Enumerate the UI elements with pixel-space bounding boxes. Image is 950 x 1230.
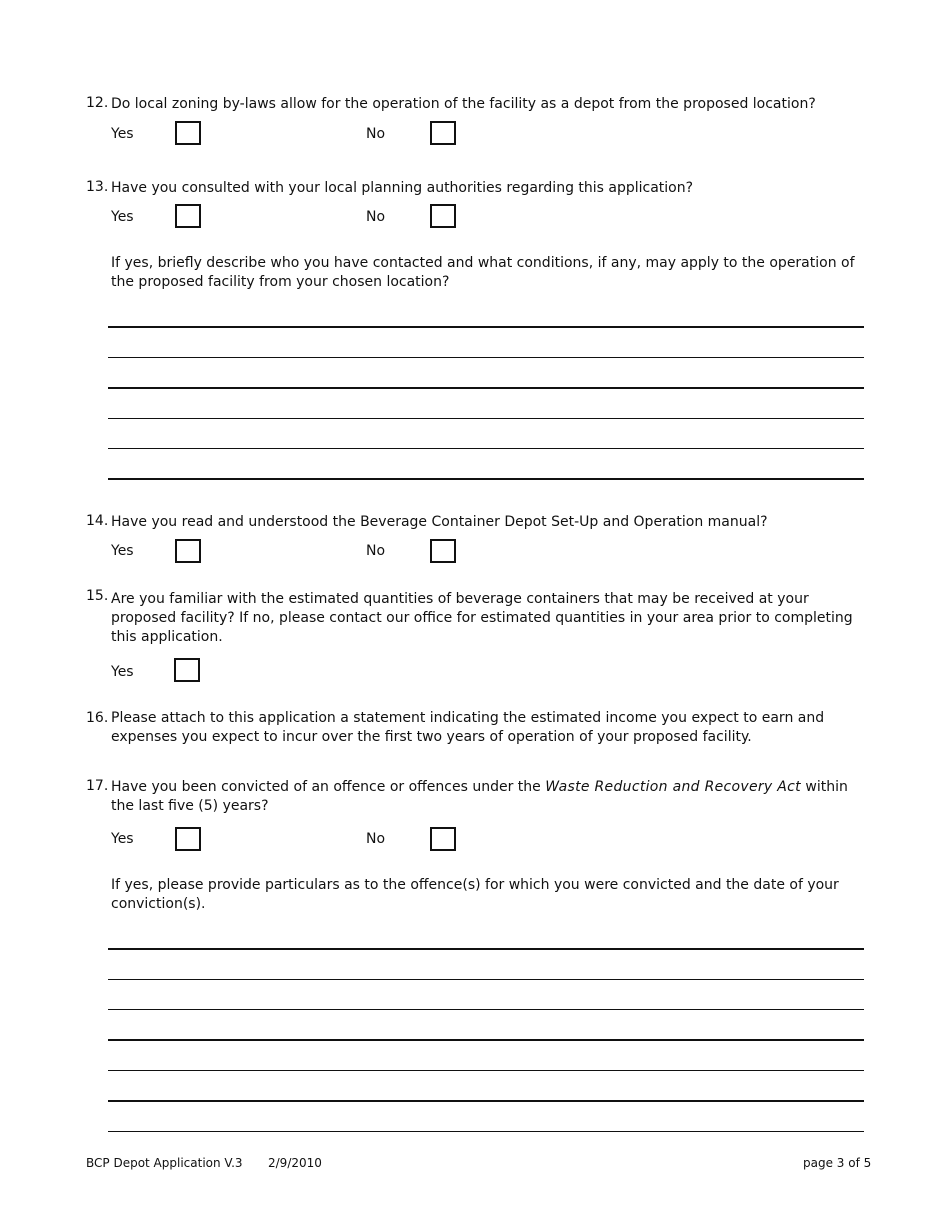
q13-answer-line-3[interactable] xyxy=(108,387,864,389)
q13-no-label: No xyxy=(366,209,386,225)
q17-text-after: within the last five (5) years? xyxy=(111,779,848,814)
footer-doc-name: BCP Depot Application V.3 xyxy=(86,1156,243,1170)
q17-answer-line-6[interactable] xyxy=(108,1100,864,1102)
q15-number: 15. xyxy=(86,588,109,604)
footer-date: 2/9/2010 xyxy=(268,1156,322,1170)
q12-yes-label: Yes xyxy=(111,126,134,142)
q17-yes-checkbox[interactable] xyxy=(175,827,201,851)
q14-no-checkbox[interactable] xyxy=(430,539,456,563)
q15-text: Are you familiar with the estimated quantities of beverage containers that may be received at your proposed facility? If no, please contact our office for estimated quantities in your area prior to completing this application. xyxy=(111,591,853,645)
q16-number: 16. xyxy=(86,710,109,726)
q14-yes-label: Yes xyxy=(111,543,134,559)
q14-no-label: No xyxy=(366,543,386,559)
q17-number: 17. xyxy=(86,778,109,794)
q12-yes-checkbox[interactable] xyxy=(175,121,201,145)
q17-answer-line-5[interactable] xyxy=(108,1070,864,1071)
q17-answer-line-1[interactable] xyxy=(108,948,864,950)
q13-followup-text: If yes, briefly describe who you have contacted and what conditions, if any, may apply to the operation of the proposed facility from your chosen location? xyxy=(111,255,855,290)
q12-text: Do local zoning by-laws allow for the operation of the facility as a depot from the proposed location? xyxy=(111,96,816,112)
q17-answer-line-2[interactable] xyxy=(108,979,864,980)
q13-answer-line-2[interactable] xyxy=(108,357,864,358)
q17-act-title: Waste Reduction and Recovery Act xyxy=(545,779,801,795)
q12-no-label: No xyxy=(366,126,386,142)
q13-yes-checkbox[interactable] xyxy=(175,204,201,228)
q14-number: 14. xyxy=(86,513,109,529)
q12-number: 12. xyxy=(86,95,109,111)
q17-answer-line-7[interactable] xyxy=(108,1131,864,1132)
q17-text xyxy=(111,778,861,816)
q13-answer-line-1[interactable] xyxy=(108,326,864,328)
q13-text: Have you consulted with your local planning authorities regarding this application? xyxy=(111,180,694,196)
q17-answer-line-3[interactable] xyxy=(108,1009,864,1010)
q16-text: Please attach to this application a statement indicating the estimated income you expect to earn and expenses you expect to incur over the first two years of operation of your proposed facility. xyxy=(111,710,825,745)
q12-no-checkbox[interactable] xyxy=(430,121,456,145)
q17-text-before: Have you been convicted of an offence or offences under the xyxy=(111,779,546,795)
q14-text: Have you read and understood the Beverage Container Depot Set-Up and Operation manual? xyxy=(111,514,768,530)
q17-yes-label: Yes xyxy=(111,831,134,847)
q13-answer-line-6[interactable] xyxy=(108,478,864,480)
q13-answer-line-5[interactable] xyxy=(108,448,864,449)
q17-followup-text: If yes, please provide particulars as to the offence(s) for which you were convicted and the date of your conviction(s). xyxy=(111,877,839,912)
q15-yes-label: Yes xyxy=(111,664,134,680)
q13-number: 13. xyxy=(86,179,109,195)
q14-yes-checkbox[interactable] xyxy=(175,539,201,563)
q13-yes-label: Yes xyxy=(111,209,134,225)
q15-yes-checkbox[interactable] xyxy=(174,658,200,682)
footer-page-number: page 3 of 5 xyxy=(803,1156,872,1170)
q17-no-checkbox[interactable] xyxy=(430,827,456,851)
q13-no-checkbox[interactable] xyxy=(430,204,456,228)
q17-no-label: No xyxy=(366,831,386,847)
q13-answer-line-4[interactable] xyxy=(108,418,864,419)
q17-answer-line-4[interactable] xyxy=(108,1039,864,1041)
